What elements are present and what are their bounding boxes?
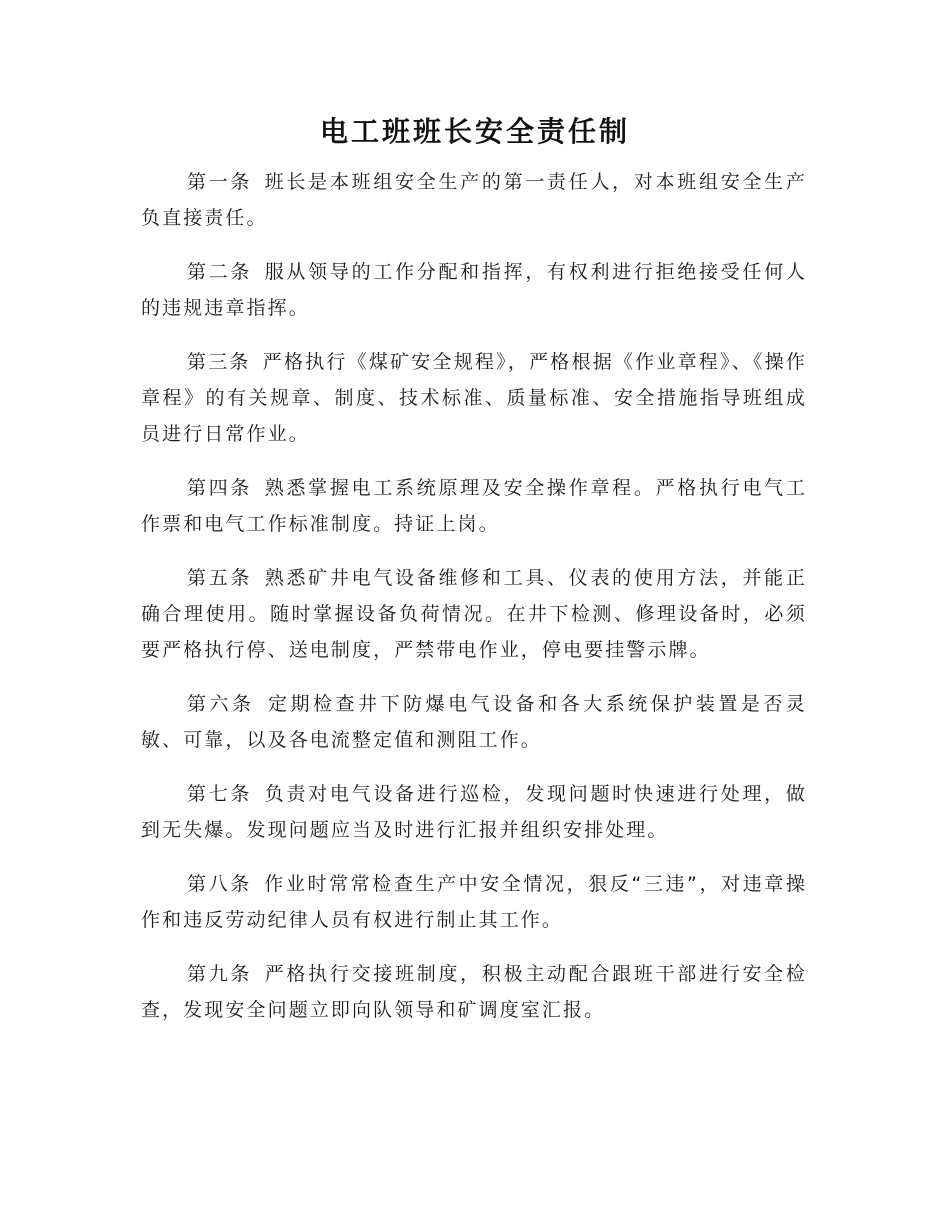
article-4 [141,470,807,542]
article-text: 熟悉掌握电工系统原理及安全操作章程。严格执行电气工作票和电气工作标准制度。持证上岗。 [141,477,807,535]
article-number: 第七条 [187,783,253,805]
article-3 [141,344,807,452]
article-text: 班长是本班组安全生产的第一责任人，对本班组安全生产负直接责任。 [141,171,807,229]
article-number: 第四条 [187,477,253,499]
article-text: 定期检查井下防爆电气设备和各大系统保护装置是否灵敏、可靠，以及各电流整定值和测阻工作。 [141,693,807,751]
article-number: 第八条 [187,873,252,895]
article-number: 第九条 [187,963,253,985]
article-number: 第六条 [187,693,255,715]
article-number: 第五条 [187,567,253,589]
article-text: 熟悉矿井电气设备维修和工具、仪表的使用方法，并能正确合理使用。随时掌握设备负荷情况。在井下检测、修理设备时，必须要严格执行停、送电制度，严禁带电作业，停电要挂警示牌。 [141,567,807,661]
article-text: 严格执行交接班制度，积极主动配合跟班干部进行安全检查，发现安全问题立即向队领导和矿调度室汇报。 [141,963,807,1021]
article-5 [141,560,807,668]
article-8 [141,866,807,938]
article-2 [141,254,807,326]
article-number: 第一条 [187,171,253,193]
article-number: 第三条 [187,351,251,373]
document-title: 电工班班长安全责任制 [319,115,630,148]
article-text: 负责对电气设备进行巡检，发现问题时快速进行处理，做到无失爆。发现问题应当及时进行汇报并组织安排处理。 [141,783,807,841]
article-list [141,164,807,1046]
article-number: 第二条 [187,261,253,283]
article-9 [141,956,807,1028]
article-text: 严格执行《煤矿安全规程》，严格根据《作业章程》、《操作章程》的有关规章、制度、技术标准、质量标准、安全措施指导班组成员进行日常作业。 [141,351,807,445]
article-1 [141,164,807,236]
article-7 [141,776,807,848]
article-6 [141,686,807,758]
article-text: 作业时常常检查生产中安全情况，狠反“三违”，对违章操作和违反劳动纪律人员有权进行制止其工作。 [141,873,807,931]
article-text: 服从领导的工作分配和指挥，有权利进行拒绝接受任何人的违规违章指挥。 [141,261,807,319]
